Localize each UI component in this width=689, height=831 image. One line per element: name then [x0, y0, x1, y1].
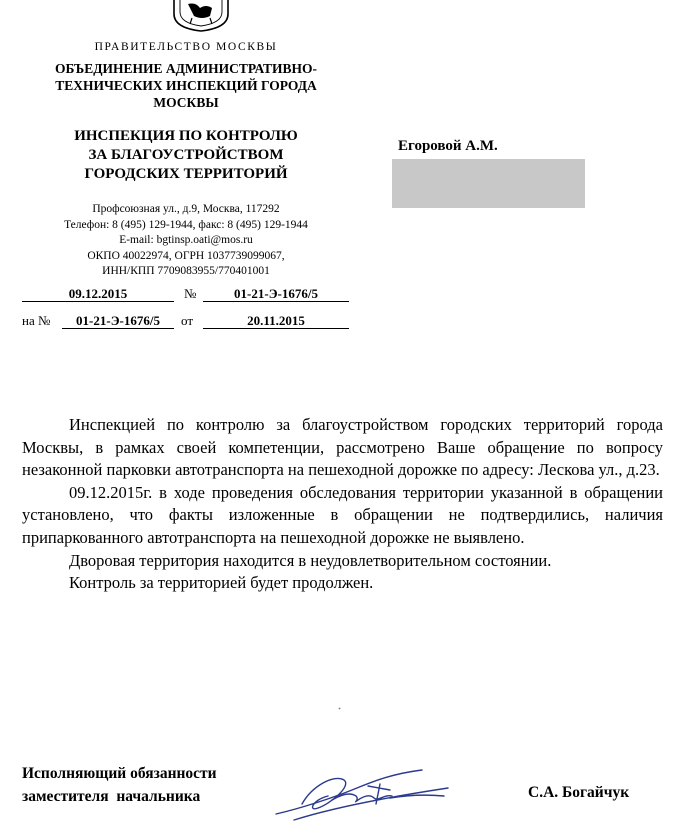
contact-details [30, 202, 342, 280]
organization-name [30, 60, 342, 111]
inspection-name-line: ЗА БЛАГОУСТРОЙСТВОМ [88, 147, 284, 163]
body-paragraph: Инспекцией по контролю за благоустройством городских территорий города Москвы, в рамках своей компетенции, рассмотрено Ваше обращение по вопросу незаконной парковки автотранспорта на пешеходной дорожке по адресу: Лескова ул., д.23. [22, 415, 663, 480]
outgoing-date: 09.12.2015 [22, 286, 174, 302]
email-line: E-mail: bgtinsp.oati@mos.ru [119, 234, 253, 246]
reference-date: 20.11.2015 [203, 313, 349, 329]
body-paragraph: Дворовая территория находится в неудовлетворительном состоянии. [69, 550, 552, 570]
government-title: ПРАВИТЕЛЬСТВО МОСКВЫ [94, 41, 278, 53]
inn-kpp-line: ИНН/КПП 7709083955/770401001 [102, 265, 270, 277]
letter-body [22, 414, 663, 595]
from-label: от [181, 313, 194, 328]
phone-fax-line: Телефон: 8 (495) 129-1944, факс: 8 (495) 129-1944 [64, 218, 308, 231]
stray-dot-mark [338, 707, 341, 710]
handwritten-signature [272, 764, 450, 822]
inspection-name-line: ГОРОДСКИХ ТЕРРИТОРИЙ [84, 166, 288, 182]
organization-name-line: ОБЪЕДИНЕНИЕ АДМИНИСТРАТИВНО- [54, 61, 318, 76]
organization-name-line: МОСКВЫ [153, 95, 219, 110]
outgoing-number: 01-21-Э-1676/5 [203, 286, 349, 302]
signatory-name: С.А. Богайчук [528, 784, 630, 801]
inspection-name [30, 127, 342, 184]
address-line: Профсоюзная ул., д.9, Москва, 117292 [92, 203, 280, 215]
signatory-title [22, 762, 217, 808]
signatory-title-line: заместителя начальника [22, 788, 201, 805]
body-paragraph: Контроль за территорией будет продолжен. [69, 573, 374, 593]
number-label: № [184, 286, 197, 301]
recipient-name: Егоровой А.М. [398, 138, 498, 154]
signatory-title-line: Исполняющий обязанности [22, 765, 217, 782]
ref-number-label: на № [22, 313, 51, 328]
moscow-coat-of-arms-emblem [166, 0, 236, 32]
organization-name-line: ТЕХНИЧЕСКИХ ИНСПЕКЦИЙ ГОРОДА [55, 78, 317, 93]
body-paragraph: 09.12.2015г. в ходе проведения обследования территории указанной в обращении установлено, что факты изложенные в обращении не подтвердились, наличия припаркованного автотранспорта на пешеходной дорожке не выявлено. [22, 482, 663, 547]
okpo-ogrn-line: ОКПО 40022974, ОГРН 1037739099067, [87, 249, 285, 262]
redacted-address-block [392, 159, 585, 208]
inspection-name-line: ИНСПЕКЦИЯ ПО КОНТРОЛЮ [74, 128, 298, 144]
reference-number: 01-21-Э-1676/5 [62, 313, 174, 329]
